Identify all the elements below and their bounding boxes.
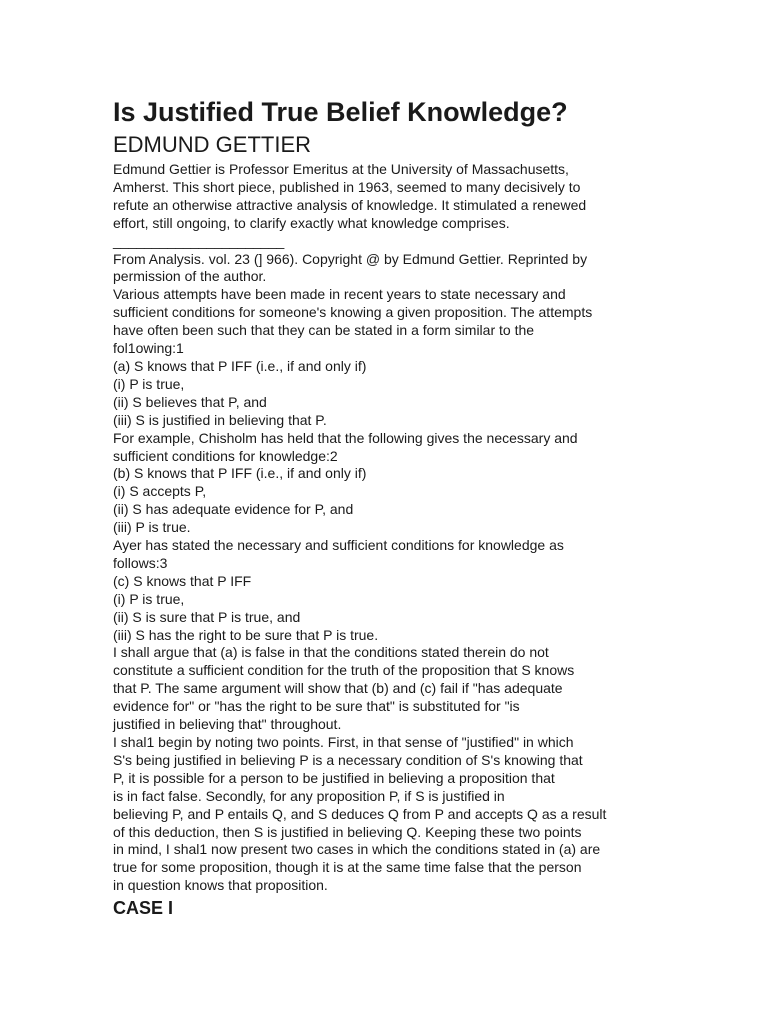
text-line: sufficient conditions for someone's knowing a given proposition. The attempts [113,304,593,321]
text-line: Various attempts have been made in recent years to state necessary and [113,286,566,303]
document-body [113,161,658,895]
text-line: believing P, and P entails Q, and S deduces Q from P and accepts Q as a result [113,805,607,822]
text-line: have often been such that they can be stated in a form similar to the [113,322,535,339]
text-line: S's being justified in believing P is a necessary condition of S's knowing that [113,751,583,768]
text-line: Amherst. This short piece, published in 1963, seemed to many decisively to [113,178,581,195]
text-line: (iii) S is justified in believing that P. [113,411,327,428]
text-line: (i) P is true, [113,590,185,607]
text-line: (c) S knows that P IFF [113,572,252,589]
text-line: From Analysis. vol. 23 (] 966). Copyright @ by Edmund Gettier. Reprinted by [113,250,588,267]
text-line: I shal1 begin by noting two points. First, in that sense of "justified" in which [113,734,574,750]
text-line: constitute a sufficient condition for the truth of the proposition that S knows [113,662,575,679]
text-line: in question knows that proposition. [113,877,328,894]
text-line: (iii) S has the right to be sure that P is true. [113,626,379,643]
text-line: justified in believing that" throughout. [113,716,342,733]
text-line: of this deduction, then S is justified in believing Q. Keeping these two points [113,823,582,840]
text-line: true for some proposition, though it is at the same time false that the person [113,859,582,876]
text-line: (a) S knows that P IFF (i.e., if and only if) [113,357,367,374]
text-line: (i) S accepts P, [113,483,207,500]
text-line: P, it is possible for a person to be justified in believing a proposition that [113,769,555,786]
text-line: evidence for" or "has the right to be sure that" is substituted for "is [113,698,520,715]
document-title: Is Justified True Belief Knowledge? [113,97,568,127]
text-line: Ayer has stated the necessary and sufficient conditions for knowledge as [113,537,564,554]
text-line: fol1owing:1 [113,340,184,357]
text-line: (ii) S has adequate evidence for P, and [113,501,354,518]
text-line: ______________________ [113,232,285,249]
text-line: in mind, I shal1 now present two cases in which the conditions stated in (a) are [113,841,601,858]
text-line: that P. The same argument will show that (b) and (c) fail if "has adequate [113,680,563,697]
section-heading: CASE I [113,898,174,919]
text-line: (ii) S is sure that P is true, and [113,608,301,625]
text-line: (i) P is true, [113,375,185,392]
text-line: effort, still ongoing, to clarify exactly what knowledge comprises. [113,214,510,231]
text-line: I shall argue that (a) is false in that the conditions stated therein do not [113,644,549,661]
text-line: (ii) S believes that P, and [113,393,267,410]
text-line: Edmund Gettier is Professor Emeritus at the University of Massachusetts, [113,161,569,177]
text-line: (b) S knows that P IFF (i.e., if and only if) [113,465,367,482]
author-name: EDMUND GETTIER [113,132,311,157]
text-line: permission of the author. [113,268,267,285]
text-line: (iii) P is true. [113,519,191,536]
text-line: sufficient conditions for knowledge:2 [113,447,338,464]
document-page [113,94,658,920]
text-line: follows:3 [113,554,168,571]
text-line: is in fact false. Secondly, for any proposition P, if S is justified in [113,787,505,804]
text-line: refute an otherwise attractive analysis of knowledge. It stimulated a renewed [113,196,587,213]
text-line: For example, Chisholm has held that the following gives the necessary and [113,429,578,446]
